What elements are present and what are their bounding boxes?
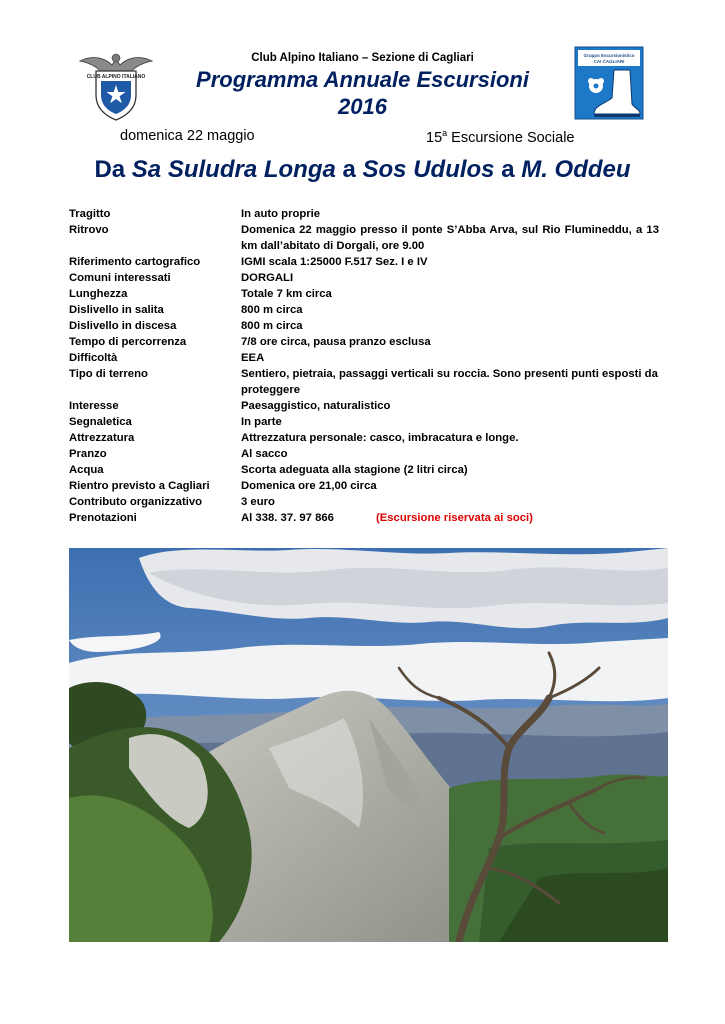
detail-label: Comuni interessati [69,272,171,284]
detail-row [69,334,659,350]
detail-row [69,430,659,446]
detail-row [69,286,659,302]
detail-value: Paesaggistico, naturalistico [241,400,391,412]
cai-logo-text: CLUB ALPINO ITALIANO [86,74,146,80]
detail-value [241,510,659,526]
detail-row [69,462,659,478]
detail-value: Domenica ore 21,00 circa [241,480,377,492]
detail-label: Riferimento cartografico [69,256,201,268]
detail-value: Scorta adeguata alla stagione (2 litri circa) [241,464,468,476]
excursion-number [426,128,575,146]
details-table [69,206,659,526]
detail-row [69,206,659,222]
title-place: Sos Udulos [362,156,495,183]
ge-logo-line2: CAI CAGLIARI [593,59,625,64]
program-year: 2016 [338,94,387,119]
excursion-title [0,156,725,184]
detail-value: Totale 7 km circa [241,288,332,300]
detail-row [69,446,659,462]
detail-value: In auto proprie [241,208,321,220]
detail-label: Rientro previsto a Cagliari [69,480,210,492]
detail-value: In parte [241,416,282,428]
detail-value: Al sacco [241,448,288,460]
ge-logo-line1: Gruppo Escursionistico [583,53,635,58]
detail-value: DORGALI [241,272,294,284]
detail-label: Tempo di percorrenza [69,336,187,348]
program-title-line1: Programma Annuale Escursioni [196,67,529,92]
title-place: M. Oddeu [521,156,631,183]
detail-value: IGMI scala 1:25000 F.517 Sez. I e IV [241,256,428,268]
detail-row [69,350,659,366]
detail-value: 7/8 ore circa, pausa pranzo esclusa [241,336,431,348]
title-part: a [494,156,522,183]
detail-label: Lunghezza [69,288,128,300]
detail-label: Acqua [69,464,104,476]
title-part: a [335,156,363,183]
booking-phone: Al 338. 37. 97 866 [241,512,334,524]
detail-label: Dislivello in discesa [69,320,177,332]
detail-label: Tipo di terreno [69,368,148,380]
detail-label: Pranzo [69,448,107,460]
detail-row [69,478,659,494]
detail-value: EEA [241,352,265,364]
detail-label: Ritrovo [69,224,109,236]
event-date: domenica 22 maggio [120,128,255,144]
detail-row [69,302,659,318]
program-title [0,66,725,120]
members-only-note: (Escursione riservata ai soci) [375,512,533,524]
detail-value: 3 euro [241,496,275,508]
excursion-sup: a [442,128,448,138]
detail-row [69,318,659,334]
title-part: Da [94,156,132,183]
detail-row [69,366,659,398]
detail-label: Contributo organizzativo [69,496,203,508]
detail-value: 800 m circa [241,320,303,332]
title-place: Sa Suludra Longa [131,156,336,183]
detail-value: Attrezzatura personale: casco, imbracatura e longe. [241,432,519,444]
detail-label: Tragitto [69,208,111,220]
detail-value: Domenica 22 maggio presso il ponte S’Abba Arva, sul Rio Flumineddu, a 13 km dall’abitato di Dorgali, ore 9.00 [241,224,659,252]
detail-label: Attrezzatura [69,432,135,444]
detail-label: Dislivello in salita [69,304,164,316]
detail-label: Segnaletica [69,416,132,428]
detail-value: 800 m circa [241,304,303,316]
detail-value: Sentiero, pietraia, passaggi verticali su roccia. Sono presenti punti esposti da proteggere [241,368,658,396]
detail-label: Interesse [69,400,119,412]
detail-row [69,222,659,254]
excursion-text: Escursione Sociale [447,129,575,146]
detail-label: Difficoltà [69,352,118,364]
detail-row [69,398,659,414]
detail-row [69,494,659,510]
landscape-photo [69,548,668,942]
detail-row [69,254,659,270]
excursion-num: 15 [426,129,443,146]
club-name: Club Alpino Italiano – Sezione di Cagliari [251,52,474,64]
detail-row [69,414,659,430]
detail-label: Prenotazioni [69,512,137,524]
detail-row [69,270,659,286]
detail-row [69,510,659,526]
